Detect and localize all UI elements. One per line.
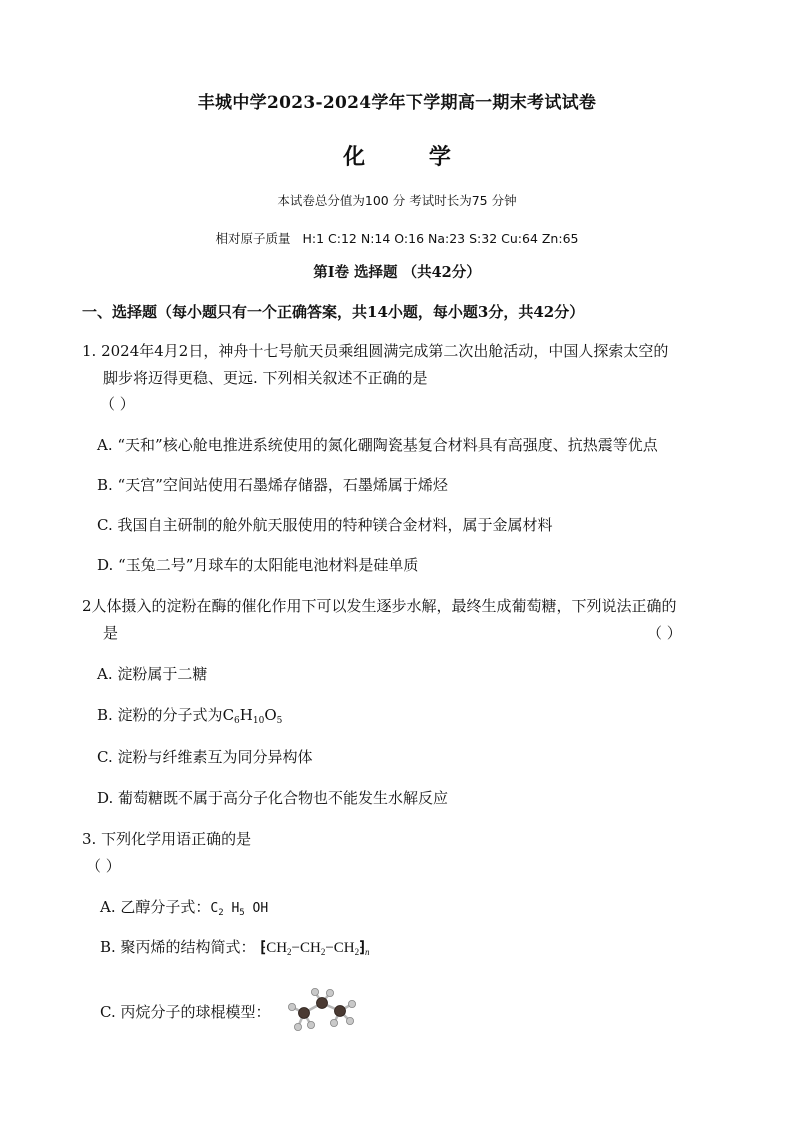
carbon-atom [317, 998, 328, 1009]
q3-option-b-text: B. 聚丙烯的结构简式： [100, 938, 256, 956]
q2-option-c: C. 淀粉与纤维素互为同分异构体 [97, 748, 313, 766]
q2-line2: 是 [103, 624, 119, 642]
atomic-masses-label: 相对原子质量 [215, 231, 291, 246]
q1-line2: 脚步将迈得更稳、更远. 下列相关叙述不正确的是 [103, 369, 428, 387]
atomic-masses-values: H:1 C:12 N:14 O:16 Na:23 S:32 Cu:64 Zn:65 [302, 231, 579, 246]
propane-ball-stick-model [284, 985, 360, 1035]
q2-option-b [97, 704, 282, 726]
q2-starch-formula: $C_6H_{10}O_5$ [222, 706, 283, 726]
hydrogen-atom [311, 988, 318, 995]
carbon-atom [299, 1008, 310, 1019]
q3-option-c: C. 丙烷分子的球棍模型： [100, 1003, 271, 1021]
q2-line1: 2人体摄入的淀粉在酶的催化作用下可以发生逐步水解，最终生成葡萄糖，下列说法正确的 [82, 597, 677, 615]
carbon-atom [335, 1006, 346, 1017]
exam-title: 丰城中学2023-2024学年下学期高一期末考试试卷 [197, 93, 597, 113]
ethanol-formula: $C_2$ $H_5$ OH [210, 901, 269, 918]
q2-answer-bracket: （ ） [647, 624, 682, 642]
q3-option-b [100, 936, 370, 957]
part-title: 一、选择题（每小题只有一个正确答案，共14小题，每小题3分，共42分） [82, 303, 585, 321]
hydrogen-atom [348, 1000, 355, 1007]
section-title: 第Ⅰ卷 选择题 （共42分） [313, 264, 481, 281]
q1-line1: 1. 2024年4月2日，神舟十七号航天员乘组圆满完成第二次出舱活动，中国人探索太空的 [82, 342, 669, 360]
hydrogen-atom [330, 1019, 337, 1026]
score-info: 本试卷总分值为100 分 考试时长为75 分钟 [277, 193, 517, 208]
atomic-masses [0, 229, 794, 247]
q2-option-a: A. 淀粉属于二糖 [97, 665, 208, 683]
q1-answer-bracket: （ ） [100, 395, 135, 413]
q3-answer-bracket: （ ） [86, 857, 121, 875]
q3-option-a-text: A. 乙醇分子式： [100, 898, 211, 916]
q2-option-d: D. 葡萄糖既不属于高分子化合物也不能发生水解反应 [97, 789, 449, 807]
q1-option-b: B. “天宫”空间站使用石墨烯存储器，石墨烯属于烯烃 [97, 476, 448, 494]
polypropylene-formula: $⁅CH_2-CH_2-CH_2⁆_n$ [260, 940, 370, 957]
q2-option-b-text: B. 淀粉的分子式为 [97, 706, 223, 724]
q1-option-a: A. “天和”核心舱电推进系统使用的氮化硼陶瓷基复合材料具有高强度、抗热震等优点 [97, 436, 658, 454]
subject-title: 化 学 [343, 144, 479, 170]
hydrogen-atom [346, 1017, 353, 1024]
q1-option-d: D. “玉兔二号”月球车的太阳能电池材料是硅单质 [97, 556, 419, 574]
q1-option-c: C. 我国自主研制的舱外航天服使用的特种镁合金材料，属于金属材料 [97, 516, 553, 534]
q3-option-a [100, 896, 268, 918]
hydrogen-atom [326, 989, 333, 996]
hydrogen-atom [288, 1003, 295, 1010]
q3-line1: 3. 下列化学用语正确的是 [82, 830, 252, 848]
hydrogen-atom [307, 1021, 314, 1028]
hydrogen-atom [294, 1023, 301, 1030]
